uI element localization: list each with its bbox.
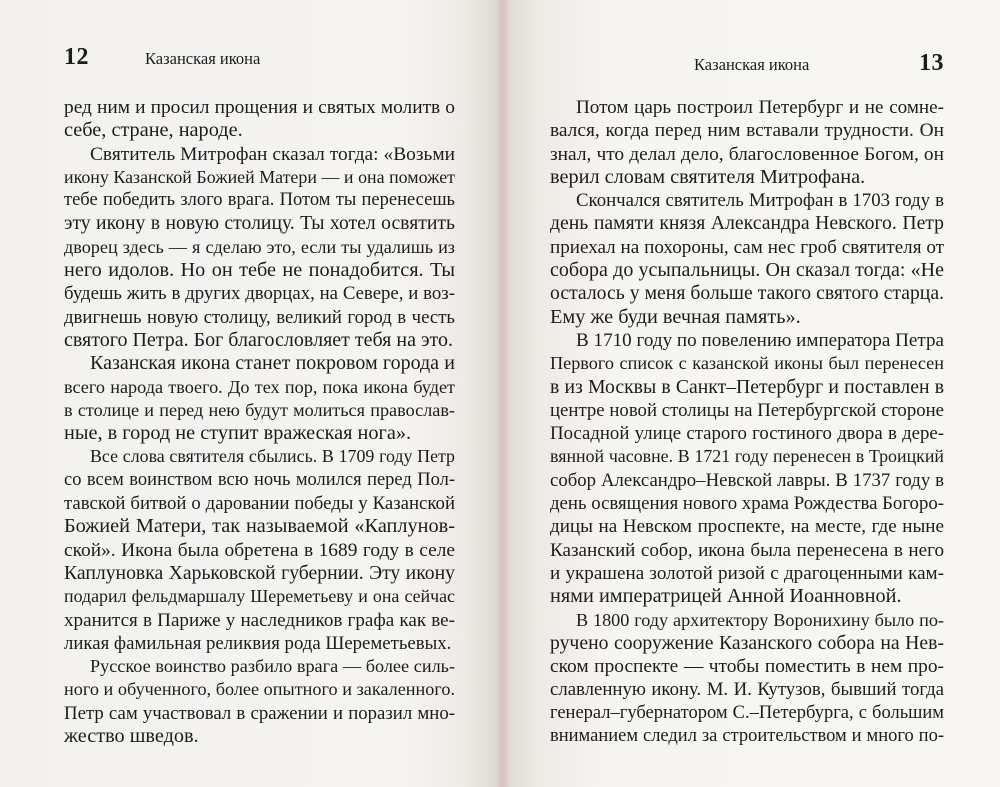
text-line: В 1710 году по повелению императора Петра (576, 329, 944, 351)
text-line: славленную икону. М. И. Кутузов, бывший тогда (550, 679, 944, 701)
text-line: Святитель Митрофан сказал тогда: «Возьми (90, 143, 455, 165)
text-block (550, 96, 944, 748)
text-line: двигнешь новую столицу, великий город в честь (64, 306, 455, 328)
text-line: жество шведов. (64, 725, 199, 748)
text-line: икону Казанской Божией Матери — и она поможет (64, 166, 455, 187)
text-line: него идолов. Но он тебе не понадобится. Ты (64, 259, 455, 282)
text-line: со всем воинством всю ночь молился перед Пол- (64, 469, 455, 490)
text-line: ного и обученного, более опытного и закаленного. (64, 679, 455, 700)
text-line: вянной часовне. В 1721 году перенесен в Троицкий (550, 446, 944, 467)
text-line: дворец здесь — я сделаю это, если ты удалишь из (64, 236, 455, 257)
right-page-header (550, 50, 944, 90)
text-line: центре новой столицы на Петербургской стороне (550, 399, 944, 421)
text-line: Первого список с казанской иконы был перенесен (550, 353, 944, 374)
text-line: вниманием следил за строительством и много по- (550, 726, 944, 747)
text-line: тебе победить злого врага. Потом ты перенесешь (64, 190, 455, 211)
text-line: собора до усыпальницы. Он сказал тогда: «Не (550, 259, 944, 282)
text-line: будешь жить в других дворцах, на Севере, и воз- (64, 283, 455, 305)
page-number: 12 (64, 44, 89, 70)
running-title: Казанская икона (145, 49, 261, 68)
text-line: ручено сооружение Казанского собора на Нев- (550, 631, 944, 654)
text-line: Петр сам участвовал в сражении и поразил мно- (64, 702, 455, 724)
text-line: знал, что делал дело, благословенное Богом, он (550, 143, 944, 165)
text-line: всего народа твоего. До тех пор, пока икона будет (64, 376, 455, 397)
text-line: приехал на похороны, сам нес гроб святителя от (550, 236, 944, 258)
text-line: собор Александро–Невской лавры. В 1737 году в (550, 469, 944, 491)
text-line: хранится в Париже у наследников графа как ве- (64, 609, 455, 631)
right-page-text (550, 96, 944, 748)
text-block (64, 96, 455, 748)
text-line: Казанский собор, икона была перенесена в него (550, 539, 944, 561)
text-line: Казанская икона станет покровом города и (90, 352, 455, 375)
text-line: дицы на Невском проспекте, на месте, где ныне (550, 516, 944, 538)
left-page-header (64, 44, 446, 84)
text-line: ской». Икона была обретена в 1689 году в селе (64, 539, 455, 561)
text-line: вался, когда перед ним вставали трудности. Он (550, 120, 944, 142)
text-line: святого Петра. Бог благословляет тебя на это. (64, 328, 454, 351)
text-line: Все слова святителя сбылись. В 1709 году Петр (90, 446, 455, 467)
text-line: Божией Матери, так называемой «Каплунов- (64, 515, 455, 538)
text-line: Потом царь построил Петербург и не сомне- (576, 97, 944, 118)
text-line: день освящения нового храма Рождества Богоро- (550, 493, 944, 515)
text-line: Русское воинство разбило врага — более силь- (90, 656, 455, 677)
text-line: Каплуновка Харьковской губернии. Эту икону (64, 561, 455, 584)
text-line: подарил фельдмаршалу Шереметьеву и она сейчас (64, 586, 455, 607)
text-line: осталось у меня больше такого святого старца. (550, 282, 944, 305)
text-line: ред ним и просил прощения и святых молитв о (64, 97, 455, 118)
text-line: в из Москвы в Санкт–Петербург и поставлен в (550, 375, 944, 398)
text-line: в столице и перед нею будут молиться православ- (64, 399, 455, 420)
text-line: эту икону в новую столицу. Ты хотел освятить (64, 212, 455, 235)
right-page (500, 0, 1000, 787)
text-line: Посадной улице старого гостиного двора в дере- (550, 423, 944, 445)
page-number: 13 (919, 50, 944, 76)
left-page-text (64, 96, 455, 748)
text-line: ные, в город не ступит вражеская нога». (64, 422, 412, 445)
text-line: тавской битвой о даровании победы у Казанской (64, 493, 455, 515)
book-gutter (496, 0, 510, 787)
text-line: Скончался святитель Митрофан в 1703 году в (576, 190, 944, 212)
text-line: день памяти князя Александра Невского. Петр (550, 212, 944, 235)
running-title: Казанская икона (694, 55, 810, 74)
text-line: ликая фамильная реликвия рода Шереметьевых. (64, 632, 452, 654)
text-line: себе, стране, народе. (64, 119, 243, 142)
text-line: ском проспекте — чтобы поместить в нем про- (550, 656, 944, 678)
text-line: В 1800 году архитектору Воронихину было по- (576, 609, 944, 630)
text-line: и украшена золотой ризой с драгоценными кам- (550, 562, 944, 584)
text-line: генерал–губернатором С.–Петербурга, с большим (550, 702, 944, 723)
text-line: Ему же буди вечная память». (550, 305, 801, 328)
text-line: нями императрицей Анной Иоанновной. (550, 585, 902, 608)
text-line: верил словам святителя Митрофана. (550, 165, 866, 188)
